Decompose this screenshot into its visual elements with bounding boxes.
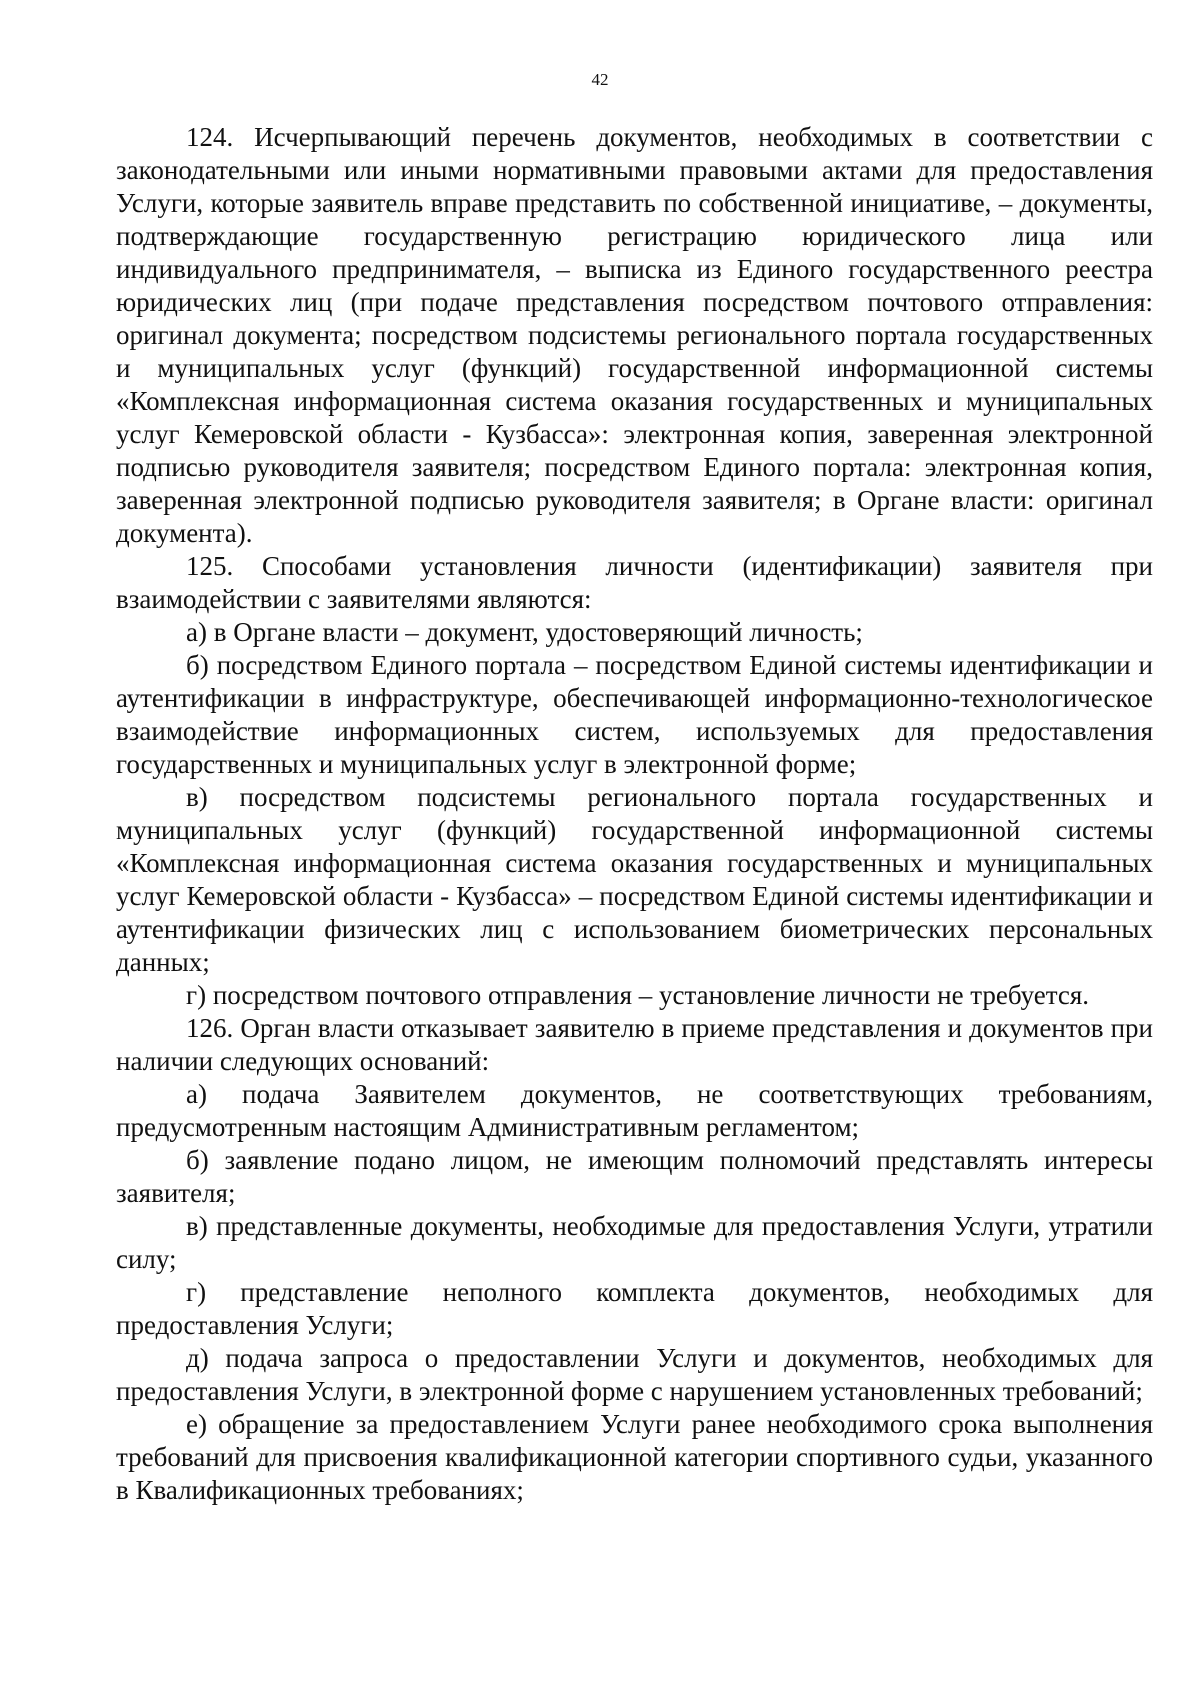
paragraph-126-item-g: г) представление неполного комплекта документов, необходимых для предоставления Услуги; <box>116 1277 1153 1340</box>
paragraph-125-item-b: б) посредством Единого портала – посредством Единой системы идентификации и аутентификации в инфраструктуре, обеспечивающей информационно-технологическое взаимодействие информационных систем, используемых для предоставления государственных и муниципальных услуг в электронной форме; <box>116 650 1153 779</box>
paragraph-125-item-a: а) в Органе власти – документ, удостоверяющий личность; <box>186 617 863 647</box>
paragraph-126-item-a: а) подача Заявителем документов, не соответствующих требованиям, предусмотренным настоящим Административным регламентом; <box>116 1079 1153 1142</box>
paragraph-125-item-g: г) посредством почтового отправления – установление личности не требуется. <box>186 980 1090 1010</box>
paragraph-125: 125. Способами установления личности (идентификации) заявителя при взаимодействии с заявителями являются: <box>116 551 1153 614</box>
page-number: 42 <box>591 70 609 89</box>
paragraph-126-item-v: в) представленные документы, необходимые для предоставления Услуги, утратили силу; <box>116 1211 1153 1274</box>
paragraph-126: 126. Орган власти отказывает заявителю в приеме представления и документов при наличии следующих оснований: <box>116 1013 1153 1076</box>
paragraph-126-item-e: е) обращение за предоставлением Услуги ранее необходимого срока выполнения требований для присвоения квалификационной категории спортивного судьи, указанного в Квалификационных требованиях; <box>116 1409 1153 1505</box>
paragraph-124: 124. Исчерпывающий перечень документов, необходимых в соответствии с законодательными или иными нормативными правовыми актами для предоставления Услуги, которые заявитель вправе представить по собственной инициативе, – документы, подтверждающие государственную регистрацию юридического лица или индивидуального предпринимателя, – выписка из Единого государственного реестра юридических лиц (при подаче представления посредством почтового отправления: оригинал документа; посредством подсистемы регионального портала государственных и муниципальных услуг (функций) государственной информационной системы «Комплексная информационная система оказания государственных и муниципальных услуг Кемеровской области - Кузбасса»: электронная копия, заверенная электронной подписью руководителя заявителя; посредством Единого портала: электронная копия, заверенная электронной подписью руководителя заявителя; в Органе власти: оригинал документа). <box>116 122 1153 548</box>
paragraph-126-item-d: д) подача запроса о предоставлении Услуги и документов, необходимых для предоставления Услуги, в электронной форме с нарушением установленных требований; <box>116 1343 1153 1406</box>
document-body <box>116 121 1153 1507</box>
paragraph-125-item-v: в) посредством подсистемы регионального портала государственных и муниципальных услуг (функций) государственной информационной системы «Комплексная информационная система оказания государственных и муниципальных услуг Кемеровской области - Кузбасса» – посредством Единой системы идентификации и аутентификации физических лиц с использованием биометрических персональных данных; <box>116 782 1153 977</box>
paragraph-126-item-b: б) заявление подано лицом, не имеющим полномочий представлять интересы заявителя; <box>116 1145 1153 1208</box>
